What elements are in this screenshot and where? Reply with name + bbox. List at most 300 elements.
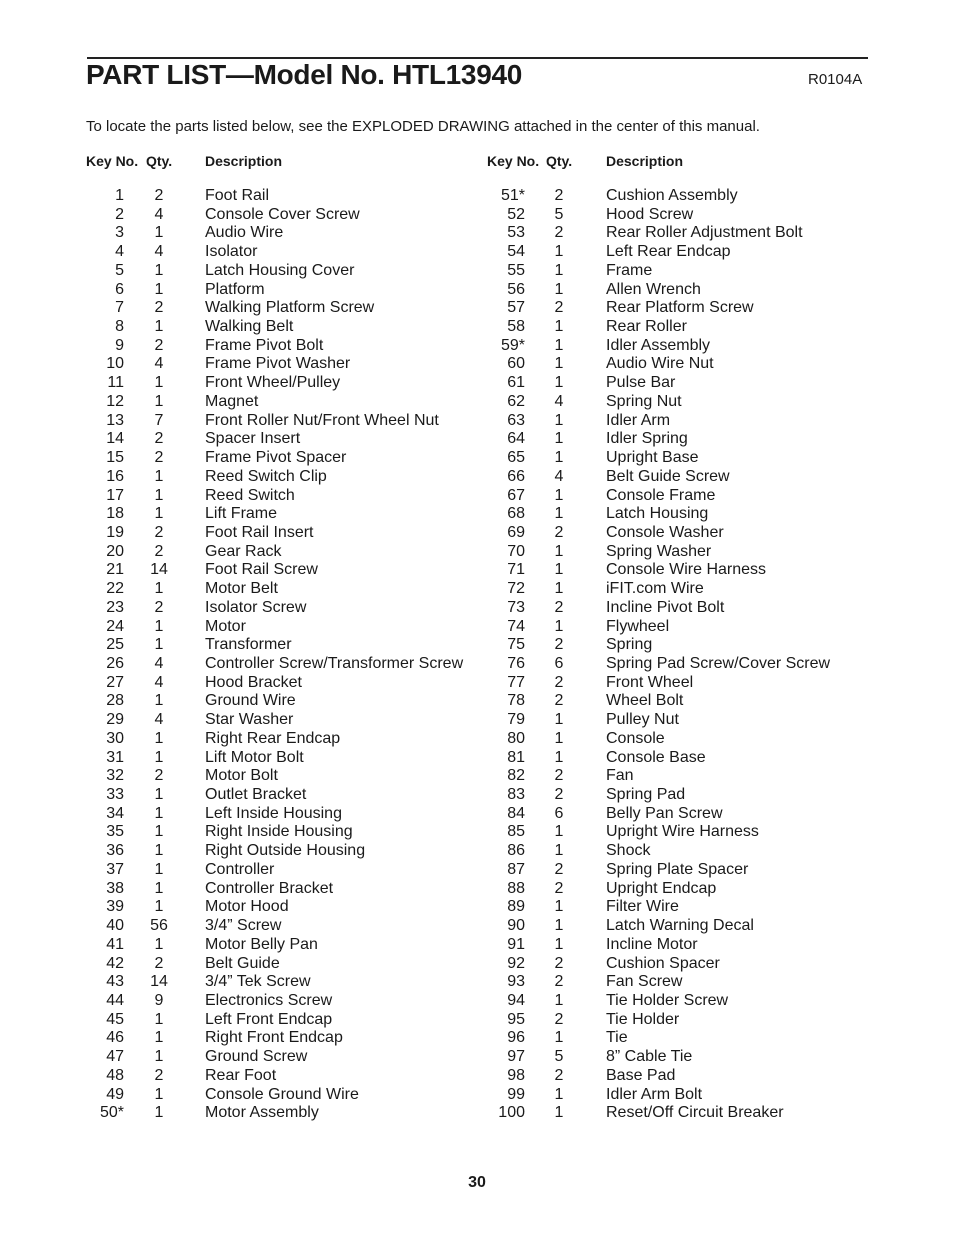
part-key-no: 48 [106,1066,124,1084]
part-key-no: 8 [115,318,124,336]
part-key-no: 40 [106,917,124,935]
part-qty: 2 [554,1066,564,1084]
part-description: Left Rear Endcap [606,243,731,261]
part-qty: 4 [154,655,164,672]
part-qty: 4 [154,673,164,691]
part-qty: 6 [554,655,564,672]
part-qty: 1 [154,823,164,841]
part-key-no: 86 [507,842,525,860]
left-qty-header: Qty. [146,153,173,169]
part-key-no: 89 [507,898,525,916]
part-qty: 1 [554,935,564,953]
part-key-no: 49 [106,1085,124,1103]
part-qty: 1 [154,1104,164,1122]
intro-text: To locate the parts listed below, see the EXPLODED DRAWING attached in the center of this manual. [86,118,760,135]
part-qty: 2 [554,860,564,878]
part-qty: 1 [554,505,564,523]
part-description: Star Washer [205,711,294,729]
part-key-no: 83 [507,786,525,804]
part-description: Motor Belt [205,580,278,598]
part-description: Upright Endcap [606,879,717,897]
part-key-no: 70 [507,542,525,560]
part-key-no: 39 [106,898,124,916]
part-key-no: 32 [106,767,124,785]
part-qty: 4 [154,243,164,261]
part-description: Spring Washer [606,542,712,560]
part-qty: 1 [154,935,164,953]
part-key-no: 50* [99,1104,124,1122]
part-qty: 56 [150,917,168,935]
part-description: Motor [205,617,246,635]
part-description: Front Wheel/Pulley [205,374,341,392]
part-description: Walking Belt [205,318,294,336]
part-description: Upright Base [606,449,699,467]
part-key-no: 41 [106,935,124,953]
part-key-no: 35 [106,823,124,841]
part-key-no: 85 [507,823,525,841]
part-qty: 1 [154,748,164,766]
part-description: Gear Rack [205,542,282,560]
part-description: Lift Frame [205,505,278,523]
part-qty: 1 [554,580,564,598]
part-description: Foot Rail [205,187,270,204]
part-qty: 1 [154,636,164,654]
part-key-no: 72 [507,580,525,598]
part-key-no: 74 [507,617,525,635]
part-key-no: 31 [106,748,124,766]
part-key-no: 47 [106,1048,124,1066]
part-qty: 4 [554,392,564,410]
part-description: Latch Housing Cover [205,261,355,279]
part-qty: 1 [554,1104,564,1122]
part-description: Platform [205,280,265,298]
part-description: Upright Wire Harness [606,823,759,841]
part-description: Magnet [205,392,259,410]
part-key-no: 30 [106,729,124,747]
part-qty: 1 [154,729,164,747]
part-qty: 6 [554,804,564,822]
part-key-no: 60 [507,355,525,373]
part-key-no: 62 [507,392,525,410]
part-qty: 2 [154,1066,164,1084]
part-key-no: 34 [106,804,124,822]
page-title: PART LIST—Model No. HTL13940 [86,59,523,90]
part-description: Motor Bolt [205,767,278,785]
part-qty: 2 [154,954,164,972]
part-description: Idler Arm Bolt [606,1085,703,1103]
part-description: Foot Rail Screw [205,561,318,579]
part-description: Rear Roller Adjustment Bolt [606,224,803,242]
part-key-no: 68 [507,505,525,523]
part-qty: 1 [554,486,564,504]
part-description: Right Rear Endcap [205,729,341,747]
part-description: Incline Motor [606,935,698,953]
part-description: Console [606,729,665,747]
part-qty: 5 [554,205,564,223]
part-qty: 1 [554,542,564,560]
part-description: Latch Warning Decal [606,917,754,935]
part-qty: 1 [154,224,164,242]
part-key-no: 1 [115,187,124,204]
part-key-no: 93 [507,973,525,991]
part-qty: 2 [154,430,164,448]
part-qty: 2 [154,542,164,560]
part-qty: 1 [154,1029,164,1047]
part-qty: 2 [554,954,564,972]
part-key-no: 14 [106,430,124,448]
part-key-no: 5 [115,261,124,279]
part-key-no: 87 [507,860,525,878]
part-qty: 4 [154,711,164,729]
part-description: Pulley Nut [606,711,679,729]
part-description: Reset/Off Circuit Breaker [606,1104,784,1122]
part-key-no: 56 [507,280,525,298]
part-description: Idler Spring [606,430,688,448]
part-description: Outlet Bracket [205,786,307,804]
part-qty: 1 [554,729,564,747]
part-description: Idler Arm [606,411,671,429]
part-qty: 1 [154,1048,164,1066]
part-description: Spring Plate Spacer [606,860,749,878]
part-key-no: 6 [115,280,124,298]
part-qty: 2 [554,636,564,654]
part-key-no: 73 [507,598,525,616]
part-description: Tie [606,1029,628,1047]
part-description: Rear Foot [205,1066,277,1084]
part-qty: 1 [154,467,164,485]
part-description: Reed Switch Clip [205,467,327,485]
part-key-no: 4 [115,243,124,261]
part-qty: 2 [554,786,564,804]
part-qty: 14 [150,561,168,579]
part-qty: 1 [154,318,164,336]
part-qty: 1 [154,804,164,822]
part-description: Hood Screw [606,205,694,223]
part-qty: 1 [554,991,564,1009]
part-description: Base Pad [606,1066,676,1084]
part-key-no: 75 [507,636,525,654]
part-description: Frame Pivot Washer [205,355,351,373]
part-key-no: 97 [507,1048,525,1066]
part-qty: 2 [554,224,564,242]
part-qty: 2 [554,973,564,991]
part-key-no: 33 [106,786,124,804]
part-description: Console Base [606,748,706,766]
part-key-no: 64 [507,430,525,448]
part-key-no: 15 [106,449,124,467]
part-key-no: 18 [106,505,124,523]
part-qty: 1 [554,898,564,916]
part-key-no: 84 [507,804,525,822]
part-key-no: 79 [507,711,525,729]
part-qty: 1 [554,318,564,336]
part-description: Belt Guide Screw [606,467,730,485]
part-description: 3/4” Tek Screw [205,973,311,991]
part-description: Ground Wire [205,692,296,710]
part-description: Console Frame [606,486,716,504]
part-qty: 1 [554,449,564,467]
part-key-no: 52 [507,205,525,223]
part-description: Controller Screw/Transformer Screw [205,655,464,672]
part-key-no: 94 [507,991,525,1009]
part-description: Audio Wire [205,224,284,242]
part-description: Console Ground Wire [205,1085,359,1103]
part-description: Left Inside Housing [205,804,342,822]
part-key-no: 57 [507,299,525,317]
part-qty: 2 [154,449,164,467]
part-qty: 1 [554,748,564,766]
part-key-no: 58 [507,318,525,336]
part-key-no: 69 [507,523,525,541]
part-qty: 2 [154,767,164,785]
part-key-no: 38 [106,879,124,897]
part-key-no: 3 [115,224,124,242]
part-key-no: 46 [106,1029,124,1047]
right-qty-header: Qty. [546,153,573,169]
part-key-no: 91 [507,935,525,953]
part-description: Latch Housing [606,505,709,523]
part-description: Incline Pivot Bolt [606,598,725,616]
part-description: iFIT.com Wire [606,580,704,598]
part-qty: 7 [154,411,164,429]
part-description: Rear Roller [606,318,687,336]
part-description: Spring [606,636,653,654]
part-description: Right Front Endcap [205,1029,343,1047]
part-description: Ground Screw [205,1048,308,1066]
part-key-no: 100 [498,1104,525,1122]
part-description: Tie Holder Screw [606,991,729,1009]
part-description: Controller Bracket [205,879,334,897]
part-qty: 1 [554,261,564,279]
part-qty: 1 [154,692,164,710]
part-qty: 2 [554,1010,564,1028]
part-qty: 2 [554,187,564,204]
part-description: Walking Platform Screw [205,299,375,317]
part-description: Hood Bracket [205,673,302,691]
part-key-no: 24 [106,617,124,635]
part-qty: 5 [554,1048,564,1066]
part-description: Electronics Screw [205,991,333,1009]
part-key-no: 21 [106,561,124,579]
part-description: Frame Pivot Bolt [205,336,324,354]
part-qty: 1 [154,786,164,804]
part-key-no: 27 [106,673,124,691]
part-qty: 2 [554,879,564,897]
part-description: Left Front Endcap [205,1010,333,1028]
part-key-no: 90 [507,917,525,935]
part-description: Spring Nut [606,392,682,410]
document-code: R0104A [808,71,863,88]
part-key-no: 19 [106,523,124,541]
part-qty: 4 [554,467,564,485]
part-key-no: 76 [507,655,525,672]
part-key-no: 45 [106,1010,124,1028]
part-qty: 1 [154,280,164,298]
part-qty: 1 [554,842,564,860]
part-key-no: 82 [507,767,525,785]
part-key-no: 96 [507,1029,525,1047]
right-desc-header: Description [606,153,684,169]
part-qty: 1 [154,505,164,523]
part-qty: 1 [554,280,564,298]
part-description: Audio Wire Nut [606,355,714,373]
part-qty: 1 [154,879,164,897]
part-qty: 2 [554,299,564,317]
part-description: Reed Switch [205,486,295,504]
part-key-no: 20 [106,542,124,560]
part-description: 3/4” Screw [205,917,282,935]
part-qty: 4 [154,205,164,223]
part-key-no: 37 [106,860,124,878]
part-qty: 2 [154,299,164,317]
part-qty: 1 [554,1085,564,1103]
part-qty: 1 [554,243,564,261]
part-description: Right Outside Housing [205,842,366,860]
right-key-header: Key No. [487,153,540,169]
part-qty: 2 [554,692,564,710]
part-qty: 1 [154,842,164,860]
part-description: Cushion Spacer [606,954,720,972]
part-key-no: 13 [106,411,124,429]
part-description: Spring Pad Screw/Cover Screw [606,655,831,672]
part-description: Controller [205,860,275,878]
part-key-no: 43 [106,973,124,991]
page-number: 30 [468,1174,486,1191]
part-qty: 1 [554,917,564,935]
part-description: Isolator [205,243,258,261]
part-description: Console Cover Screw [205,205,360,223]
part-qty: 1 [154,261,164,279]
part-description: Belly Pan Screw [606,804,723,822]
part-description: Frame Pivot Spacer [205,449,347,467]
part-key-no: 11 [107,374,124,392]
part-description: Idler Assembly [606,336,711,354]
part-qty: 1 [554,374,564,392]
part-description: Rear Platform Screw [606,299,754,317]
part-key-no: 16 [106,467,124,485]
part-description: Transformer [205,636,292,654]
part-key-no: 92 [507,954,525,972]
part-key-no: 23 [106,598,124,616]
part-qty: 1 [154,1085,164,1103]
part-key-no: 61 [507,374,525,392]
part-qty: 1 [154,617,164,635]
part-key-no: 53 [507,224,525,242]
part-description: Tie Holder [606,1010,680,1028]
part-qty: 1 [154,1010,164,1028]
part-qty: 1 [154,580,164,598]
part-key-no: 10 [106,355,124,373]
part-description: Right Inside Housing [205,823,353,841]
part-qty: 1 [554,823,564,841]
part-qty: 9 [154,991,164,1009]
part-qty: 1 [554,1029,564,1047]
left-key-header: Key No. [86,153,139,169]
part-key-no: 81 [507,748,525,766]
part-key-no: 78 [507,692,525,710]
part-description: Motor Assembly [205,1104,319,1122]
part-qty: 2 [154,187,164,204]
part-key-no: 98 [507,1066,525,1084]
part-description: Fan Screw [606,973,683,991]
part-qty: 1 [554,711,564,729]
part-key-no: 36 [106,842,124,860]
part-qty: 1 [154,392,164,410]
part-description: Isolator Screw [205,598,307,616]
part-key-no: 80 [507,729,525,747]
part-key-no: 26 [106,655,124,672]
part-description: Front Wheel [606,673,694,691]
part-qty: 1 [154,486,164,504]
part-description: Console Wire Harness [606,561,767,579]
part-qty: 1 [154,860,164,878]
part-key-no: 55 [507,261,525,279]
part-description: Front Roller Nut/Front Wheel Nut [205,411,439,429]
part-qty: 1 [554,411,564,429]
part-qty: 2 [154,336,164,354]
part-qty: 4 [154,355,164,373]
part-qty: 1 [154,898,164,916]
part-key-no: 25 [106,636,124,654]
part-key-no: 66 [507,467,525,485]
part-description: Allen Wrench [606,280,701,298]
part-key-no: 9 [115,336,124,354]
part-qty: 1 [554,355,564,373]
part-key-no: 95 [507,1010,525,1028]
part-description: Lift Motor Bolt [205,748,304,766]
part-description: 8” Cable Tie [606,1048,693,1066]
part-key-no: 67 [507,486,525,504]
part-qty: 2 [154,598,164,616]
part-key-no: 29 [106,711,124,729]
part-qty: 1 [554,336,564,354]
part-description: Spring Pad [606,786,686,804]
part-description: Shock [606,842,651,860]
part-qty: 14 [150,973,168,991]
part-description: Filter Wire [606,898,679,916]
part-key-no: 71 [507,561,525,579]
part-qty: 1 [554,617,564,635]
part-description: Spacer Insert [205,430,301,448]
part-qty: 1 [554,430,564,448]
part-description: Cushion Assembly [606,187,738,204]
part-description: Frame [606,261,653,279]
part-description: Console Washer [606,523,724,541]
part-qty: 1 [154,374,164,392]
part-key-no: 59* [500,336,525,354]
part-description: Fan [606,767,634,785]
part-key-no: 99 [507,1085,525,1103]
part-key-no: 77 [507,673,525,691]
part-key-no: 65 [507,449,525,467]
part-description: Foot Rail Insert [205,523,314,541]
part-description: Wheel Bolt [606,692,684,710]
part-key-no: 17 [106,486,124,504]
part-qty: 2 [554,767,564,785]
part-key-no: 42 [106,954,124,972]
part-qty: 2 [554,598,564,616]
part-description: Motor Hood [205,898,289,916]
part-key-no: 28 [106,692,124,710]
part-qty: 2 [554,523,564,541]
part-key-no: 7 [115,299,124,317]
part-key-no: 12 [106,392,124,410]
part-description: Belt Guide [205,954,280,972]
part-key-no: 63 [507,411,525,429]
part-key-no: 51* [500,187,525,204]
part-description: Motor Belly Pan [205,935,318,953]
part-qty: 1 [554,561,564,579]
